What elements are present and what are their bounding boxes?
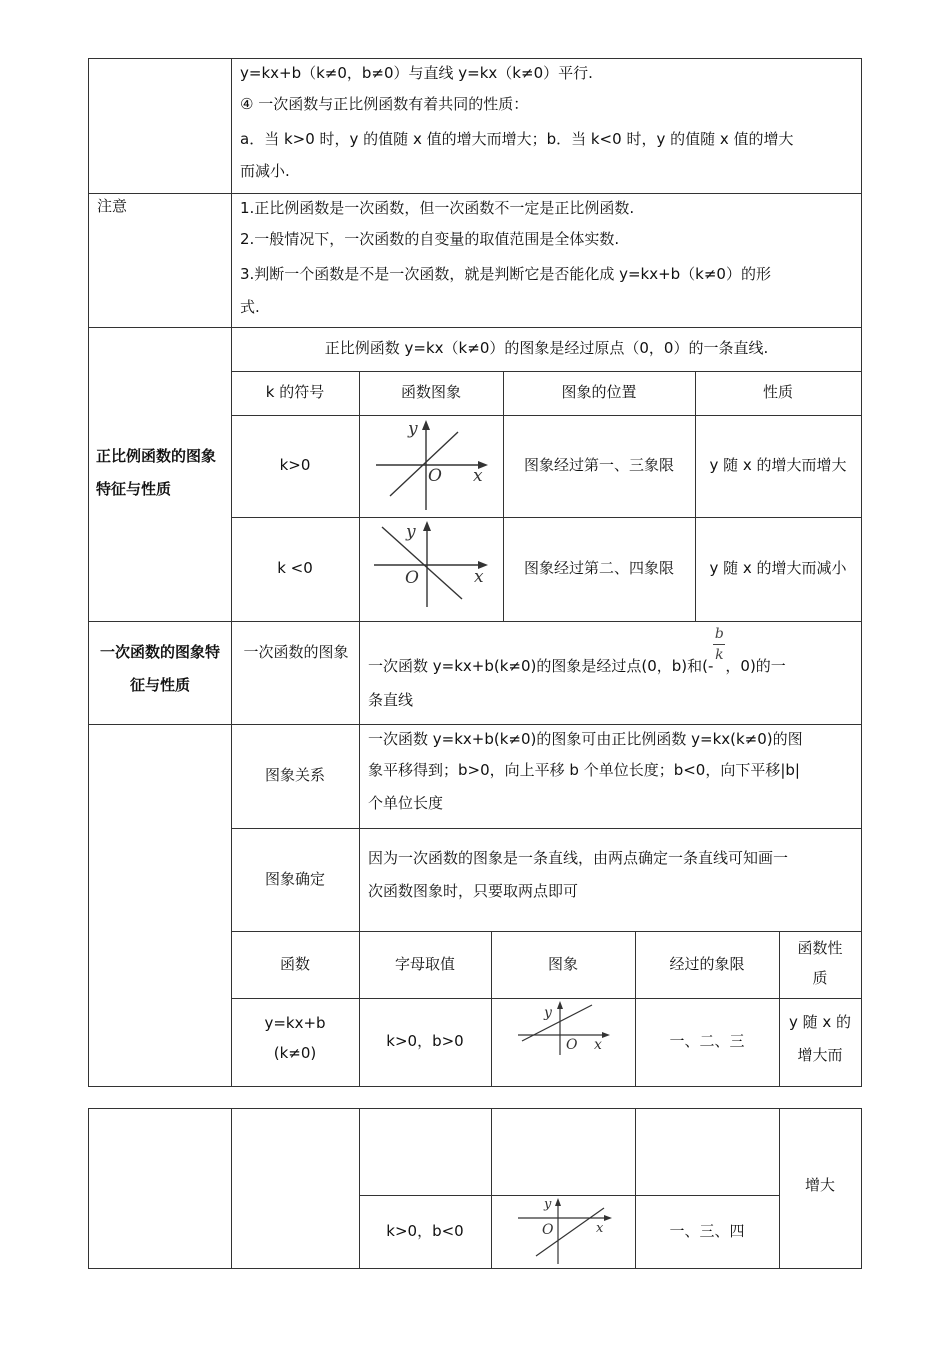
linear-text-a: 一次函数 y=kx+b(k≠0)的图象是经过点(0，b)和(- <box>368 657 714 675</box>
note-label: 注意 <box>97 197 128 215</box>
position-k-negative: 图象经过第二、四象限 <box>523 559 674 578</box>
table-border <box>861 1108 862 1269</box>
t2-header-values: 字母取值 <box>394 954 455 973</box>
linear-label: 一次函数的图象特征与性质 <box>99 643 220 694</box>
y-axis-label: y <box>408 419 418 439</box>
table-border <box>88 1268 862 1269</box>
relation-text <box>368 724 856 820</box>
note-cell <box>240 193 855 322</box>
linear-text-b: ，0)的一 <box>725 657 786 675</box>
fraction-numerator: b <box>714 626 724 642</box>
x-axis-label: x <box>473 466 483 486</box>
graph-k-positive <box>370 418 494 514</box>
intro-line: ④ 一次函数与正比例函数有着共同的性质： <box>240 95 529 113</box>
t2-property-cell <box>779 1006 861 1072</box>
note-line: 1.正比例函数是一次函数，但一次函数不一定是正比例函数. <box>240 199 635 217</box>
graph-k-negative <box>370 519 494 617</box>
k-sign-negative: k <0 <box>277 559 313 578</box>
t2-property-continued: 增大 <box>804 1175 835 1194</box>
header-property: 性质 <box>762 383 793 402</box>
determine-line: 因为一次函数的图象是一条直线，由两点确定一条直线可知画一 <box>368 849 789 867</box>
origin-label: O <box>542 1222 554 1238</box>
note-line: 2.一般情况下，一次函数的自变量的取值范围是全体实数. <box>240 230 620 248</box>
table-border <box>88 58 89 1087</box>
origin-label: O <box>405 568 419 588</box>
proportional-summary: 正比例函数 y=kx（k≠0）的图象是经过原点（0，0）的一条直线. <box>324 339 769 358</box>
linear-description-line <box>368 622 856 710</box>
fraction-denominator: k <box>715 647 724 663</box>
y-axis-label: y <box>544 1005 552 1021</box>
table-border <box>491 1108 492 1269</box>
note-line: 式. <box>240 298 260 316</box>
table-border <box>861 58 862 1087</box>
x-axis-label: x <box>474 567 484 587</box>
t2-header-quadrants: 经过的象限 <box>669 954 745 973</box>
t2-function-a: y=kx+b <box>264 1014 326 1032</box>
table-border <box>88 1108 89 1269</box>
proportional-label: 正比例函数的图象特征与性质 <box>96 447 217 498</box>
determine-label: 图象确定 <box>264 869 325 888</box>
t2-header-function: 函数 <box>279 954 310 973</box>
table-border <box>231 1108 232 1269</box>
x-axis-label: x <box>594 1037 602 1053</box>
fraction-b-over-k <box>713 626 725 663</box>
t2-header-property-b: 质 <box>812 969 828 987</box>
graph-k-pos-b-pos-svg <box>514 999 614 1057</box>
t2-header-property <box>779 931 861 998</box>
relation-line: 象平移得到；b>0，向上平移 b 个单位长度；b<0，向下平移|b| <box>368 761 800 779</box>
property-k-negative: y 随 x 的增大而减小 <box>709 559 847 578</box>
note-line: 3.判断一个函数是不是一次函数，就是判断它是否能化成 y=kx+b（k≠0）的形 <box>240 265 771 283</box>
graph-k-pos-b-neg <box>514 1196 614 1266</box>
t2-function-b: (k≠0) <box>273 1044 317 1062</box>
intro-line: a．当 k>0 时，y 的值随 x 值的增大而增大；b．当 k<0 时，y 的值随 x 值的增大 <box>240 130 794 148</box>
table-border <box>88 1108 862 1109</box>
t2-header-property-a: 函数性 <box>797 939 843 957</box>
determine-text <box>368 842 856 908</box>
graph-k-pos-b-pos <box>514 999 614 1057</box>
t2-function-cell <box>231 1008 359 1068</box>
t2-property-b: 增大而 <box>797 1046 843 1064</box>
table-border <box>88 1086 862 1087</box>
t2-header-graph: 图象 <box>547 954 578 973</box>
y-axis-label: y <box>406 522 416 542</box>
origin-label: O <box>566 1037 578 1053</box>
t2-row2-quadrants: 一、三、四 <box>669 1221 745 1240</box>
t2-property-a: y 随 x 的 <box>788 1013 852 1031</box>
linear-sub-label: 一次函数的图象 <box>243 643 349 661</box>
intro-cell <box>240 58 855 185</box>
intro-line: 而减小. <box>240 162 290 180</box>
relation-label: 图象关系 <box>264 766 325 785</box>
position-k-positive: 图象经过第一、三象限 <box>523 456 674 475</box>
graph-k-positive-svg <box>370 418 494 514</box>
origin-label: O <box>428 466 442 486</box>
t2-row2-values: k>0，b<0 <box>386 1221 464 1240</box>
relation-line: 个单位长度 <box>368 794 444 812</box>
relation-line: 一次函数 y=kx+b(k≠0)的图象可由正比例函数 y=kx(k≠0)的图 <box>368 730 803 748</box>
t2-row1-values: k>0，b>0 <box>386 1032 464 1051</box>
graph-k-pos-b-neg-svg <box>514 1196 614 1266</box>
linear-text-c: 条直线 <box>368 691 414 709</box>
intro-line: y=kx+b（k≠0，b≠0）与直线 y=kx（k≠0）平行. <box>240 64 593 82</box>
graph-k-negative-svg <box>370 519 494 617</box>
determine-line: 次函数图象时，只要取两点即可 <box>368 882 579 900</box>
header-position: 图象的位置 <box>561 383 637 402</box>
linear-description <box>368 622 856 710</box>
header-k-sign: k 的符号 <box>265 383 325 402</box>
header-graph: 函数图象 <box>400 383 461 402</box>
property-k-positive: y 随 x 的增大而增大 <box>709 456 847 475</box>
k-sign-positive: k>0 <box>279 456 311 475</box>
t2-row1-quadrants: 一、二、三 <box>669 1032 745 1051</box>
x-axis-label: x <box>596 1221 604 1236</box>
y-axis-label: y <box>544 1197 552 1212</box>
